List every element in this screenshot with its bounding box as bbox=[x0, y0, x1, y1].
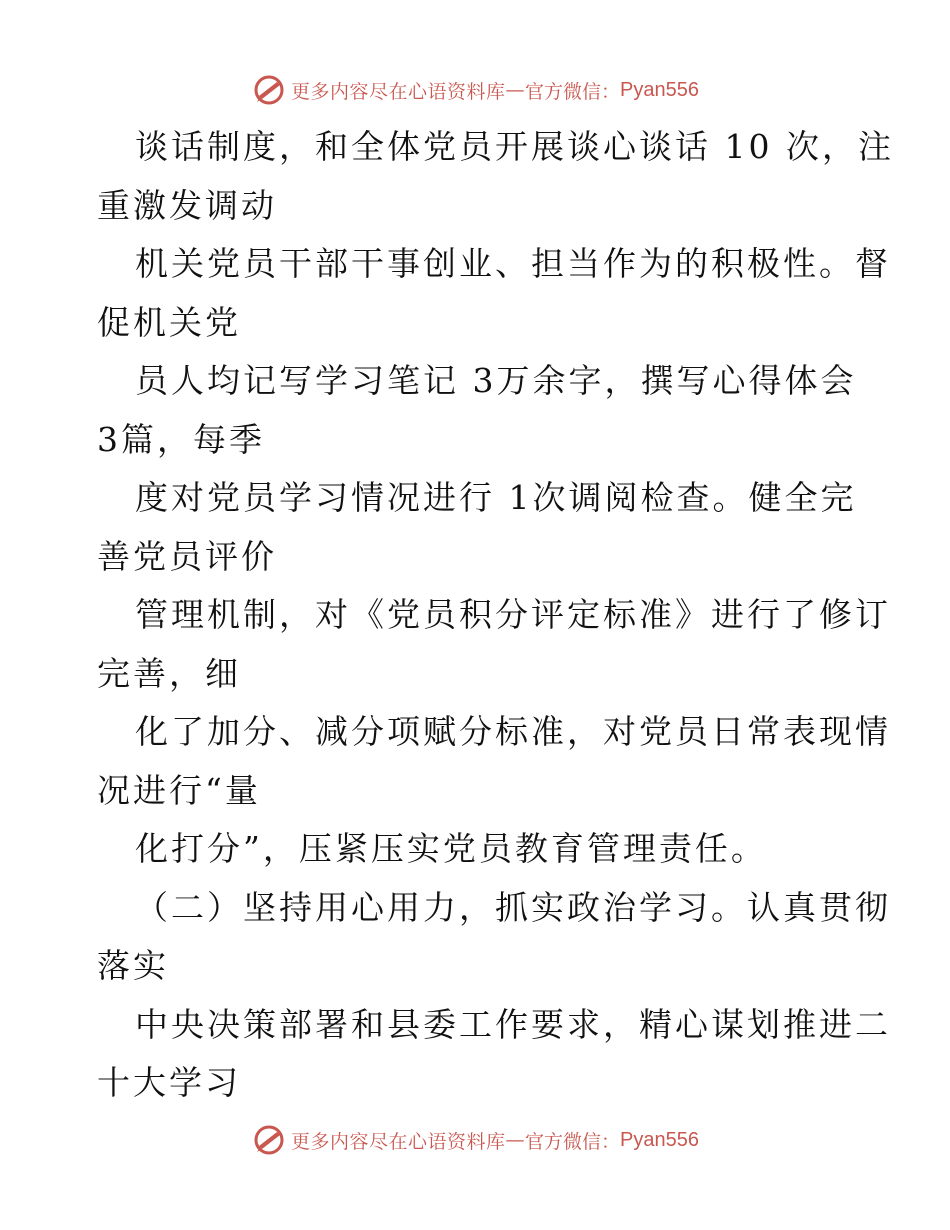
text-line: 善党员评价 bbox=[97, 536, 277, 576]
text-line: 十大学习 bbox=[97, 1063, 241, 1102]
text-line: 化了加分、减分项赋分标准，对党员日常表现情 bbox=[135, 712, 891, 751]
pen-logo-icon bbox=[251, 1122, 287, 1158]
watermark-contact-id: Pyan556 bbox=[620, 1128, 699, 1151]
text-line: 谈话制度，和全体党员开展谈心谈话 10 次，注 bbox=[135, 127, 894, 166]
text-line: 机关党员干部干事创业、担当作为的积极性。督 bbox=[135, 244, 891, 283]
text-line: 3篇，每季 bbox=[97, 419, 265, 459]
text-line: 况进行“量 bbox=[97, 770, 261, 810]
watermark-contact-label: 官方微信： bbox=[525, 80, 621, 103]
watermark-header bbox=[0, 70, 950, 110]
watermark-text: 更多内容尽在心语资料库 bbox=[291, 1130, 506, 1153]
text-line: 化打分”，压紧压实党员教育管理责任。 bbox=[135, 829, 767, 868]
text-line: 度对党员学习情况进行 1次调阅检查。健全完 bbox=[135, 478, 857, 517]
text-line: 员人均记写学习笔记 3万余字，撰写心得体会 bbox=[135, 361, 857, 400]
text-line: 重激发调动 bbox=[97, 185, 277, 225]
text-line: 中央决策部署和县委工作要求，精心谋划推进二 bbox=[135, 1004, 891, 1044]
watermark-footer bbox=[0, 1120, 950, 1160]
watermark-contact-id: Pyan556 bbox=[620, 78, 699, 101]
text-line: 完善，细 bbox=[97, 653, 241, 693]
text-line: 管理机制，对《党员积分评定标准》进行了修订 bbox=[135, 595, 891, 634]
watermark-contact-label: 官方微信： bbox=[525, 1130, 621, 1153]
watermark-separator: — bbox=[505, 79, 526, 101]
pen-logo-icon bbox=[251, 72, 287, 108]
watermark-separator: — bbox=[505, 1129, 526, 1151]
watermark-text: 更多内容尽在心语资料库 bbox=[291, 80, 506, 103]
text-line: 落实 bbox=[97, 946, 169, 985]
section-heading-line: （二）坚持用心用力，抓实政治学习。认真贯彻 bbox=[135, 887, 891, 927]
text-line: 促机关党 bbox=[97, 302, 241, 342]
document-body bbox=[97, 118, 894, 1113]
